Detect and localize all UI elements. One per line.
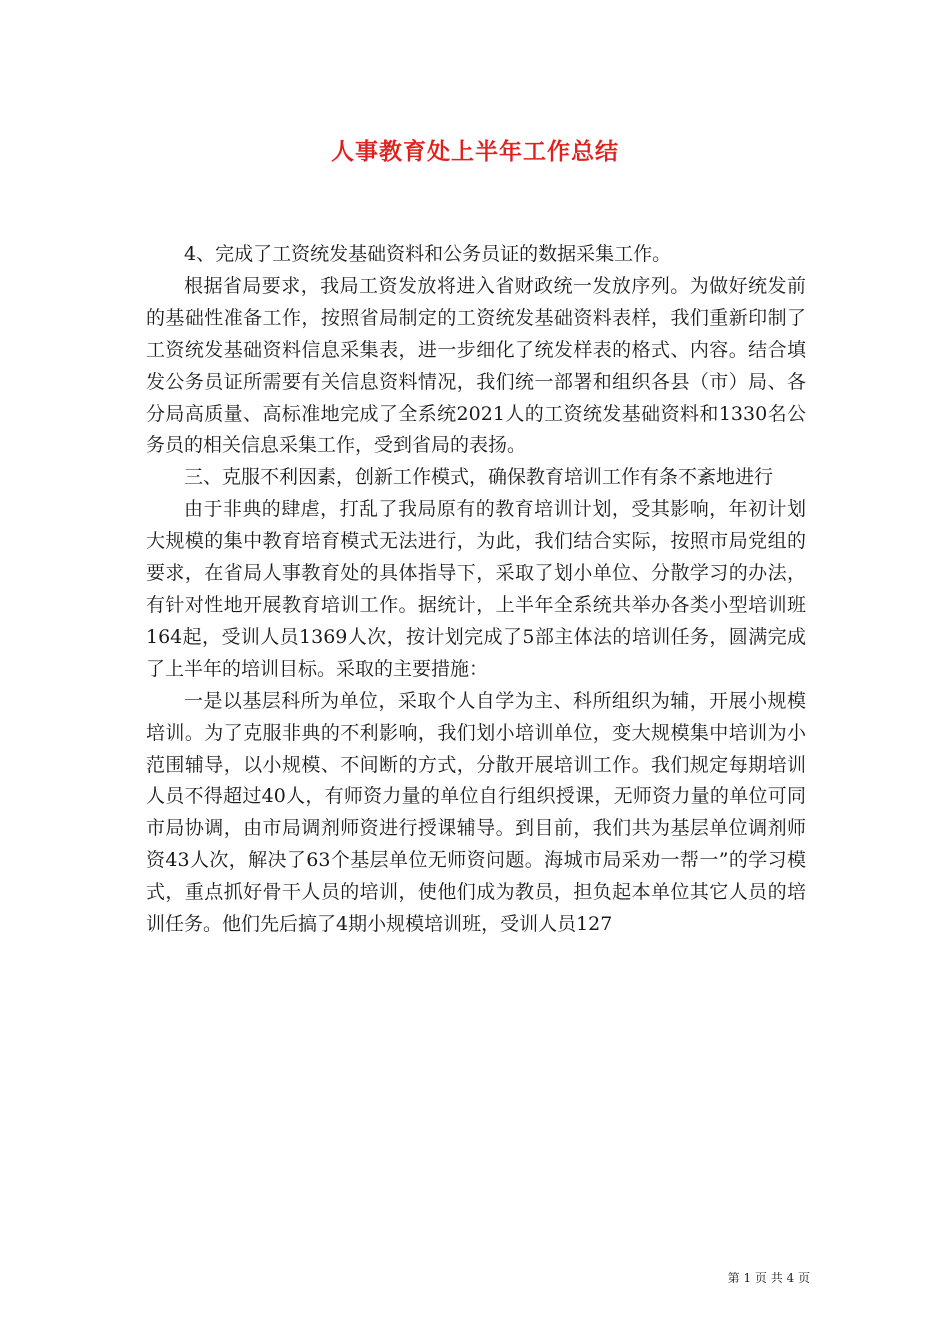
paragraph-training-overview: 由于非典的肆虐，打乱了我局原有的教育培训计划，受其影响，年初计划大规模的集中教育培育模式无法进行，为此，我们结合实际，按照市局党组的要求，在省局人事教育处的具体指导下，采取了划小单位、分散学习的办法，有针对性地开展教育培训工作。据统计，上半年全系统共举办各类小型培训班164起，受训人员1369人次，按计划完成了5部主体法的培训任务，圆满完成了上半年的培训目标。采取的主要措施： — [146, 498, 806, 680]
paragraph-salary-data: 根据省局要求，我局工资发放将进入省财政统一发放序列。为做好统发前的基础性准备工作，按照省局制定的工资统发基础资料表样，我们重新印制了工资统发基础资料信息采集表，进一步细化了统发样表的格式、内容。结合填发公务员证所需要有关信息资料情况，我们统一部署和组织各县（市）局、各分局高质量、高标准地完成了全系统2021人的工资统发基础资料和1330名公务员的相关信息采集工作，受到省局的表扬。 — [146, 274, 806, 457]
paragraph-item-4-heading: 4、完成了工资统发基础资料和公务员证的数据采集工作。 — [184, 243, 672, 265]
paragraph-measure-one: 一是以基层科所为单位，采取个人自学为主、科所组织为辅，开展小规模培训。为了克服非典的不利影响，我们划小培训单位，变大规模集中培训为小范围辅导，以小规模、不间断的方式，分散开展培训工作。我们规定每期培训人员不得超过40人，有师资力量的单位自行组织授课，无师资力量的单位可同市局协调，由市局调剂师资进行授课辅导。到目前，我们共为基层单位调剂师资43人次，解决了63个基层单位无师资问题。海城市局采劝一帮一”的学习模式，重点抓好骨干人员的培训，使他们成为教员，担负起本单位其它人员的培训任务。他们先后搞了4期小规模培训班，受训人员127 — [146, 689, 806, 936]
document-body — [146, 239, 806, 941]
page-number: 第 1 页 共 4 页 — [727, 1271, 810, 1285]
document-title: 人事教育处上半年工作总结 — [331, 138, 619, 165]
section-heading-three: 三、克服不利因素，创新工作模式，确保教育培训工作有条不紊地进行 — [184, 466, 774, 489]
